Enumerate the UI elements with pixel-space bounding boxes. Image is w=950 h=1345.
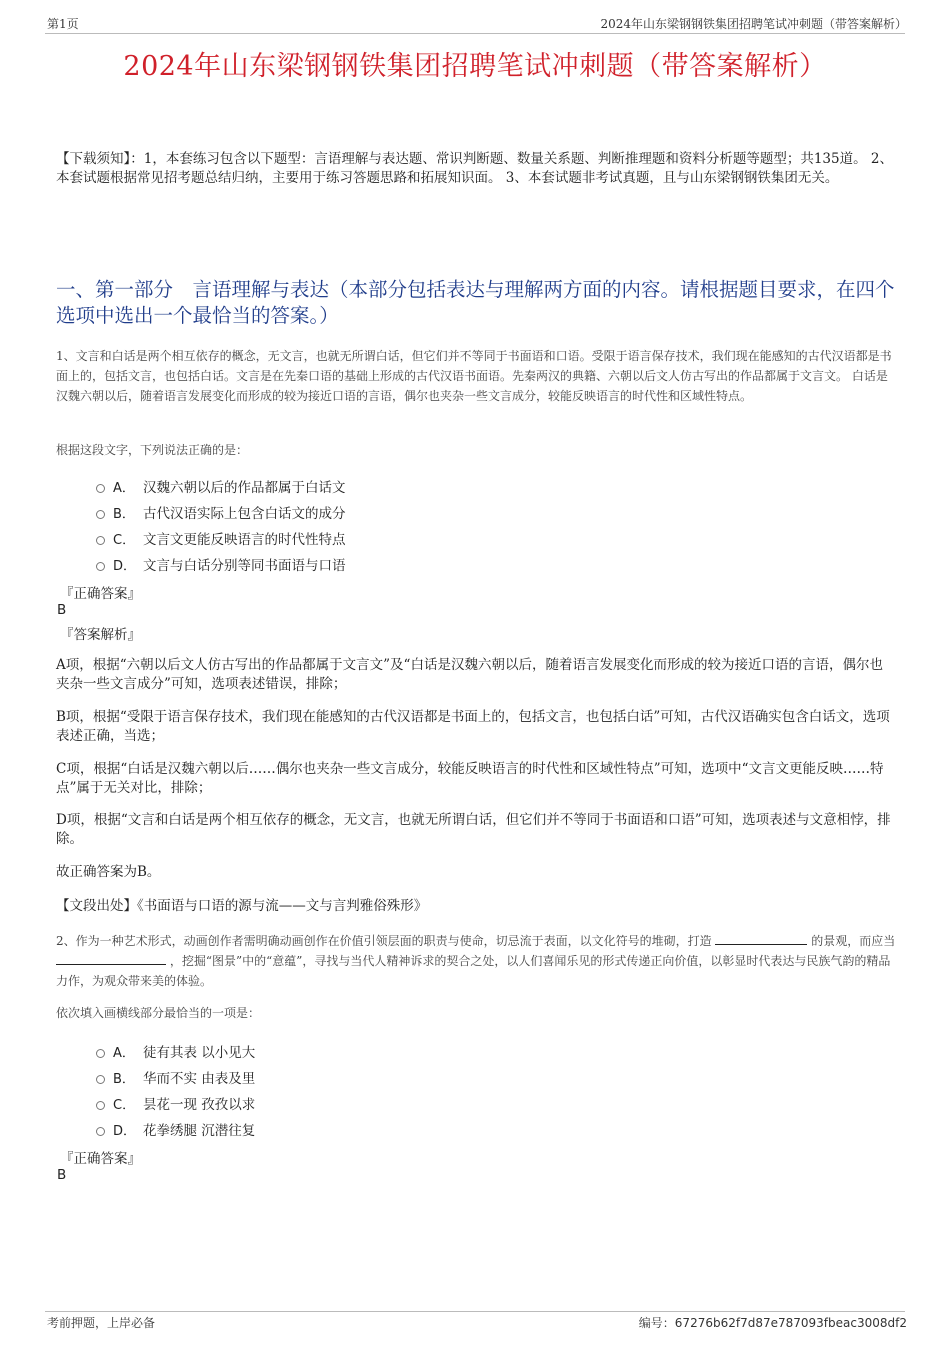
fill-blank-1 xyxy=(715,932,807,945)
question-2-answer: B xyxy=(57,1167,67,1183)
footer-slogan: 考前押题，上岸必备 xyxy=(47,1316,156,1330)
radio-icon[interactable] xyxy=(96,1101,105,1110)
footer-divider xyxy=(45,1311,905,1312)
question-2-option-b[interactable] xyxy=(96,1064,796,1090)
question-1-option-a[interactable] xyxy=(96,473,796,499)
question-1-answer-label: 『正确答案』 xyxy=(60,586,141,602)
question-2-option-a[interactable] xyxy=(96,1038,796,1064)
option-letter: A． xyxy=(113,1045,135,1061)
question-2-answer-label: 『正确答案』 xyxy=(60,1151,141,1167)
option-letter: C． xyxy=(113,532,136,548)
page-number: 第1页 xyxy=(47,17,79,31)
option-text: 文言文更能反映语言的时代性特点 xyxy=(143,532,346,548)
question-1-options xyxy=(96,473,796,577)
radio-icon[interactable] xyxy=(96,484,105,493)
question-2-text xyxy=(56,931,896,991)
option-letter: D． xyxy=(113,1123,137,1139)
question-2-option-c[interactable] xyxy=(96,1090,796,1116)
question-1-explanation-d: D项，根据“文言和白话是两个相互依存的概念，无文言，也就无所谓白话，但它们并不等同于书面语和口语”可知，选项表述与文意相悖，排除。 xyxy=(56,812,891,847)
radio-icon[interactable] xyxy=(96,1127,105,1136)
question-1-text: 1、文言和白话是两个相互依存的概念，无文言，也就无所谓白话，但它们并不等同于书面语和口语。受限于语言保存技术，我们现在能感知的古代汉语都是书面上的，包括文言，也包括白话。文言是在先秦口语的基础上形成的古代汉语书面语。先秦两汉的典籍、六朝以后文人仿古写出的作品都属于文言文。 白话是汉魏六朝以后，随着语言发展变化而形成的较为接近口语的言语，偶尔也夹杂一些文言成分，较能反映语言的时代性和区域性特点。 xyxy=(56,349,892,403)
question-2-text-part-3: ，挖掘“图景”中的“意蕴”，寻找与当代人精神诉求的契合之处，以人们喜闻乐见的形式传递正向价值，以彰显时代表达与民族气韵的精品力作，为观众带来美的体验。 xyxy=(56,954,891,988)
question-2-text-part-2: 的景观，而应当 xyxy=(811,934,896,948)
question-2-text-part-1: 2、作为一种艺术形式，动画创作者需明确动画创作在价值引领层面的职责与使命，切忌流于表面，以文化符号的堆砌，打造 xyxy=(56,934,712,948)
option-text: 徒有其表 以小见大 xyxy=(143,1045,256,1061)
question-1-option-c[interactable] xyxy=(96,525,796,551)
radio-icon[interactable] xyxy=(96,1075,105,1084)
question-1-analysis-label: 『答案解析』 xyxy=(60,627,141,643)
question-2-option-d[interactable] xyxy=(96,1116,796,1142)
option-letter: B． xyxy=(113,506,135,522)
option-text: 汉魏六朝以后的作品都属于白话文 xyxy=(143,480,346,496)
document-title: 2024年山东梁钢钢铁集团招聘笔试冲刺题（带答案解析） xyxy=(123,51,827,82)
option-text: 昙花一现 孜孜以求 xyxy=(143,1097,256,1113)
header-divider xyxy=(45,33,905,34)
download-notice: 【下载须知】：1，本套练习包含以下题型：言语理解与表达题、常识判断题、数量关系题、判断推理题和资料分析题等题型；共135道。 2、本套试题根据常见招考题总结归纳，主要用于练习答题思路和拓展知识面。 3、本套试题非考试真题，且与山东梁钢钢铁集团无关。 xyxy=(56,151,893,186)
question-1-option-b[interactable] xyxy=(96,499,796,525)
option-text: 文言与白话分别等同书面语与口语 xyxy=(143,558,346,574)
option-letter: C． xyxy=(113,1097,136,1113)
section-title: 一、第一部分 言语理解与表达（本部分包括表达与理解两方面的内容。请根据题目要求，在四个选项中选出一个最恰当的答案。） xyxy=(56,278,895,327)
radio-icon[interactable] xyxy=(96,562,105,571)
option-text: 华而不实 由表及里 xyxy=(143,1071,256,1087)
question-1-conclusion: 故正确答案为B。 xyxy=(56,864,161,880)
radio-icon[interactable] xyxy=(96,510,105,519)
question-2-options xyxy=(96,1038,796,1142)
header-doc-title: 2024年山东梁钢钢铁集团招聘笔试冲刺题（带答案解析） xyxy=(600,17,907,31)
question-1-explanation-a: A项，根据“六朝以后文人仿古写出的作品都属于文言文”及“白话是汉魏六朝以后，随着语言发展变化而形成的较为接近口语的言语，偶尔也夹杂一些文言成分”可知，选项表述错误，排除； xyxy=(56,657,883,692)
option-text: 古代汉语实际上包含白话文的成分 xyxy=(143,506,346,522)
question-1-source: 【文段出处】《书面语与口语的源与流——文与言判雅俗殊形》 xyxy=(56,898,428,914)
question-2-prompt: 依次填入画横线部分最恰当的一项是： xyxy=(56,1006,261,1020)
option-letter: A． xyxy=(113,480,135,496)
option-letter: B． xyxy=(113,1071,135,1087)
footer-code: 编号：67276b62f7d87e787093fbeac3008df2 xyxy=(638,1316,907,1330)
question-1-prompt: 根据这段文字，下列说法正确的是： xyxy=(56,443,249,457)
radio-icon[interactable] xyxy=(96,1049,105,1058)
question-1-explanation-c: C项，根据“白话是汉魏六朝以后……偶尔也夹杂一些文言成分，较能反映语言的时代性和区域性特点”可知，选项中“文言文更能反映……特点”属于无关对比，排除； xyxy=(56,761,884,796)
option-letter: D． xyxy=(113,558,137,574)
fill-blank-2 xyxy=(56,952,166,965)
question-1-option-d[interactable] xyxy=(96,551,796,577)
question-1-explanation-b: B项，根据“受限于语言保存技术，我们现在能感知的古代汉语都是书面上的，包括文言，也包括白话”可知，古代汉语确实包含白话文，选项表述正确，当选； xyxy=(56,709,890,744)
radio-icon[interactable] xyxy=(96,536,105,545)
option-text: 花拳绣腿 沉潜往复 xyxy=(143,1123,256,1139)
question-1-answer: B xyxy=(57,602,67,618)
